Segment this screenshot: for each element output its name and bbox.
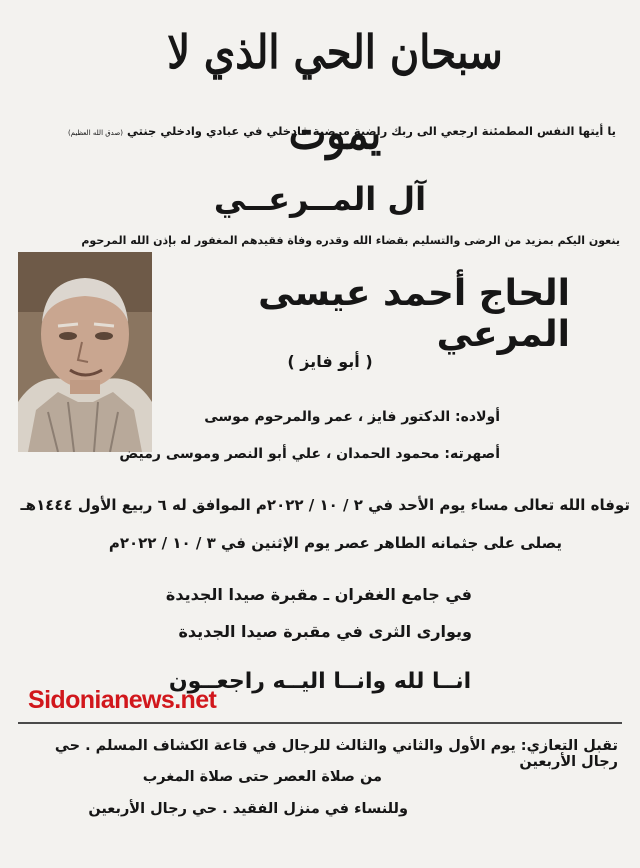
condolences-line-1: تقبل التعازي: يوم الأول والثاني والثالث للرجال في قاعة الكشاف المسلم . حي رجال الأربعين — [54, 738, 618, 770]
deceased-nickname: ( أبو فايز ) — [287, 352, 373, 371]
funeral-prayer-line: يصلى على جثمانه الطاهر عصر يوم الإثنين في ٣ / ١٠ / ٢٠٢٢م — [108, 534, 562, 552]
burial-location: ويوارى الثرى في مقبرة صيدا الجديدة — [178, 622, 472, 641]
quran-verse — [16, 124, 616, 138]
quran-source: (صدق الله العظيم) — [67, 129, 124, 137]
quran-verse-text: يا أيتها النفس المطمئنة ارجعي الى ربك راضية مرضية فادخلي في عبادي وادخلي جنتي — [127, 124, 616, 138]
condolences-line-2: من صلاة العصر حتى صلاة المغرب — [142, 769, 382, 785]
calligraphy-header: سبحان الحي الذي لا يموت — [167, 25, 503, 160]
deceased-name: الحاج أحمد عيسى المرعي — [258, 273, 570, 355]
family-name: آل المــرعــي — [213, 180, 427, 218]
condolences-line-3: وللنساء في منزل الفقيد . حي رجال الأربعين — [88, 801, 408, 817]
mosque-location: في جامع الغفران ـ مقبرة صيدا الجديدة — [165, 585, 472, 604]
closing-verse: انــا لله وانــا اليــه راجعــون — [168, 669, 472, 694]
section-divider — [18, 722, 622, 724]
death-date-line: توفاه الله تعالى مساء يوم الأحد في ٢ / ١٠ / ٢٠٢٢م الموافق له ٦ ربيع الأول ١٤٤٤هـ — [20, 496, 630, 514]
announcement-intro: ينعون اليكم بمزيد من الرضى والتسليم بقضاء الله وقدره وفاة فقيدهم المغفور له بإذن الله المرحوم — [81, 234, 620, 247]
watermark-text: Sidonianews.net — [28, 686, 217, 714]
sons-list: أولاده: الدكتور فايز ، عمر والمرحوم موسى — [204, 409, 500, 425]
in-laws-list: أصهرته: محمود الحمدان ، علي أبو النصر وموسى رميض — [119, 446, 500, 462]
